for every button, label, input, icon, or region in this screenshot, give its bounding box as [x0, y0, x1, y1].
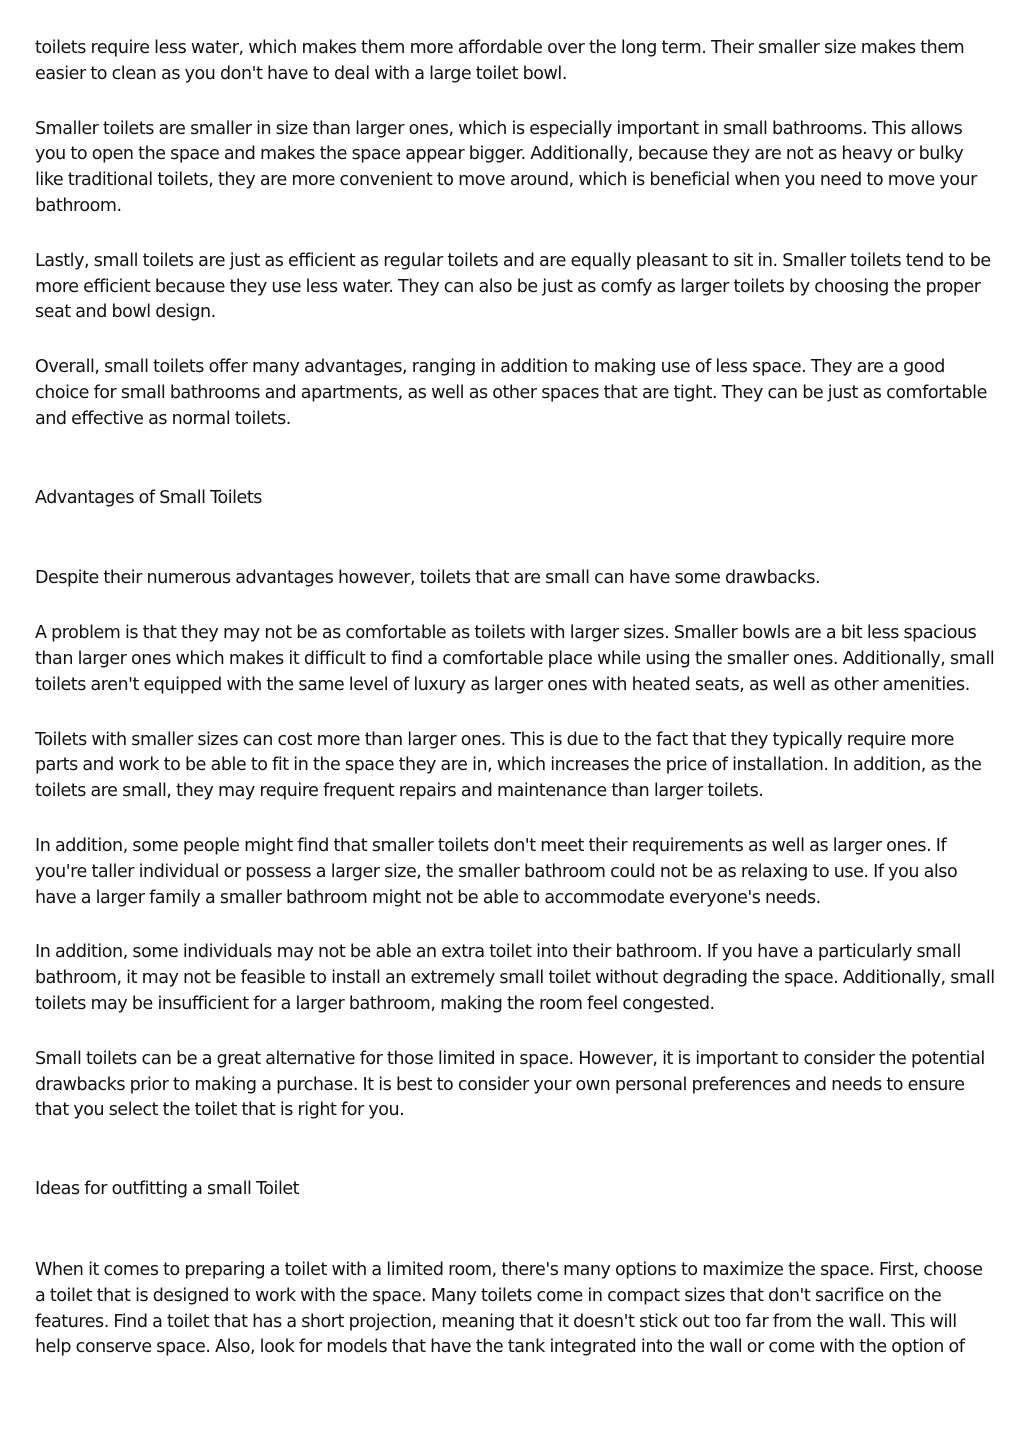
paragraph: Small toilets can be a great alternative for those limited in space. However, it is important to consider the potential drawbacks prior to making a purchase. It is best to consider your own personal preferences and needs to ensure that you select the toilet that is right for you. [35, 1048, 985, 1121]
paragraph: Toilets with smaller sizes can cost more than larger ones. This is due to the fact that they typically require more parts and work to be able to fit in the space they are in, which increases the price of installation. In addition, as the toilets are small, they may require frequent repairs and maintenance than larger toilets. [35, 729, 982, 802]
section-heading: Ideas for outfitting a small Toilet [35, 1179, 300, 1200]
document-page [35, 36, 995, 1390]
paragraph: In addition, some individuals may not be able an extra toilet into their bathroom. If you have a particularly small bathroom, it may not be feasible to install an extremely small toilet without degrading the space. Additionally, small toilets may be insufficient for a larger bathroom, making the room feel congested. [35, 942, 995, 1014]
section-heading: Advantages of Small Toilets [35, 487, 262, 508]
paragraph: When it comes to preparing a toilet with a limited room, there's many options to maximize the space. First, choose a toilet that is designed to work with the space. Many toilets come in compact sizes that don't sacrifice on the features. Find a toilet that has a short projection, meaning that it doesn't stick out too far from the wall. This will help conserve space. Also, look for models that have the tank integrated into the wall or come with the option of [35, 1259, 983, 1358]
paragraph: Smaller toilets are smaller in size than larger ones, which is especially important in small bathrooms. This allows you to open the space and makes the space appear bigger. Additionally, because they are not as heavy or bulky like traditional toilets, they are more convenient to move around, which is beneficial when you need to move your bathroom. [35, 118, 977, 216]
paragraph: Overall, small toilets offer many advantages, ranging in addition to making use of less space. They are a good choice for small bathrooms and apartments, as well as other spaces that are tight. They can be just as comfortable and effective as normal toilets. [35, 357, 987, 429]
paragraph: Despite their numerous advantages however, toilets that are small can have some drawbacks. [35, 568, 821, 589]
paragraph: In addition, some people might find that smaller toilets don't meet their requirements as well as larger ones. If you're taller individual or possess a larger size, the smaller bathroom could not be as relaxing to use. If you also have a larger family a smaller bathroom might not be able to accommodate everyone's needs. [35, 835, 958, 908]
paragraph: toilets require less water, which makes them more affordable over the long term. Their smaller size makes them easier to clean as you don't have to deal with a large toilet bowl. [35, 38, 965, 84]
paragraph: A problem is that they may not be as comfortable as toilets with larger sizes. Smaller bowls are a bit less spacious than larger ones which makes it difficult to find a comfortable place while using the smaller ones. Additionally, small toilets aren't equipped with the same level of luxury as larger ones with heated seats, as well as other amenities. [35, 623, 995, 695]
paragraph: Lastly, small toilets are just as efficient as regular toilets and are equally pleasant to sit in. Smaller toilets tend to be more efficient because they use less water. They can also be just as comfy as larger toilets by choosing the proper seat and bowl design. [35, 250, 991, 323]
